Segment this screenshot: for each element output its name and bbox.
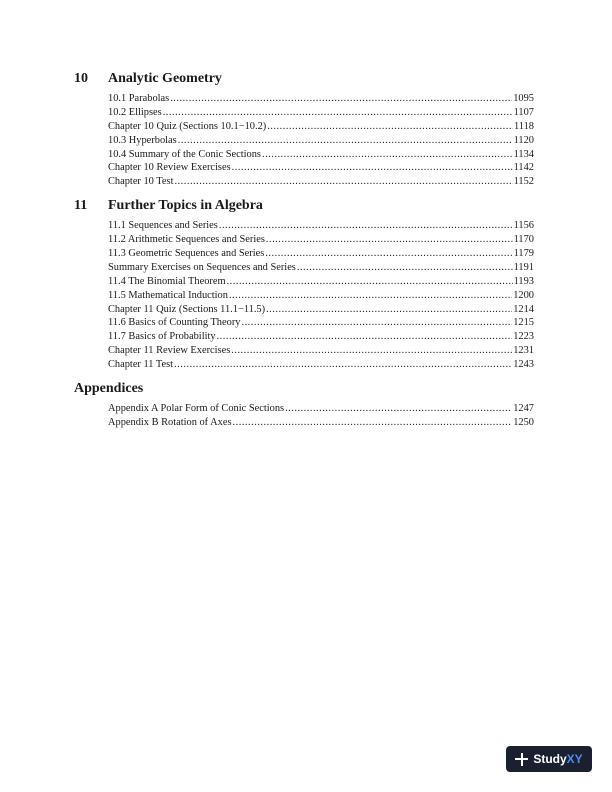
dot-leader <box>217 330 513 344</box>
toc-entry[interactable] <box>108 402 534 416</box>
dot-leader <box>174 175 512 189</box>
dot-leader <box>227 275 513 289</box>
entry-page: 1191 <box>513 261 534 273</box>
toc-entry[interactable] <box>108 358 534 372</box>
entry-page: 1231 <box>513 345 534 357</box>
dot-leader <box>297 261 513 275</box>
entry-label: 10.3 Hyperbolas <box>108 134 177 146</box>
chapter-title: Analytic Geometry <box>108 71 222 86</box>
entry-page: 1107 <box>513 106 534 118</box>
entry-label: 11.3 Geometric Sequences and Series <box>108 248 265 260</box>
chapter-title: Further Topics in Algebra <box>108 198 263 214</box>
appendices <box>74 381 534 430</box>
entry-label: 11.6 Basics of Counting Theory <box>108 317 241 329</box>
studyxy-logo <box>506 746 592 772</box>
entry-page: 1152 <box>513 176 534 188</box>
toc-entry[interactable] <box>108 106 534 120</box>
toc-entry[interactable] <box>108 120 534 134</box>
dot-leader <box>262 148 513 162</box>
plus-icon <box>515 753 528 766</box>
entry-page: 1193 <box>513 275 534 287</box>
entry-label: 10.4 Summary of the Conic Sections <box>108 148 261 160</box>
dot-leader <box>229 289 512 303</box>
appendix-entries <box>108 402 534 430</box>
entry-label: Chapter 10 Test <box>108 176 174 188</box>
entry-page: 1223 <box>513 331 534 343</box>
chapter-10 <box>74 71 534 189</box>
entry-page: 1170 <box>513 234 534 246</box>
entry-label: Appendix A Polar Form of Conic Sections <box>108 403 285 415</box>
toc-entry[interactable] <box>108 175 534 189</box>
dot-leader <box>178 134 513 148</box>
entry-label: Summary Exercises on Sequences and Series <box>108 261 296 273</box>
toc-entry[interactable] <box>108 275 534 289</box>
entry-page: 1156 <box>513 220 534 232</box>
entry-label: 10.2 Ellipses <box>108 106 162 118</box>
entry-label: Chapter 10 Review Exercises <box>108 162 231 174</box>
entry-page: 1214 <box>513 303 534 315</box>
toc-entry[interactable] <box>108 344 534 358</box>
entry-label: Appendix B Rotation of Axes <box>108 416 232 428</box>
entry-label: 10.1 Parabolas <box>108 93 170 104</box>
entry-label: 11.1 Sequences and Series <box>108 220 218 232</box>
toc-entry[interactable] <box>108 316 534 330</box>
toc-entry[interactable] <box>108 330 534 344</box>
entry-page: 1250 <box>513 416 534 428</box>
entry-page: 1179 <box>513 248 534 260</box>
toc-entry[interactable] <box>108 416 534 430</box>
chapter-number: 10 <box>74 71 88 86</box>
dot-leader <box>265 247 512 261</box>
toc-entry[interactable] <box>108 92 534 106</box>
dot-leader <box>266 303 512 317</box>
chapter-11 <box>74 198 534 372</box>
dot-leader <box>231 344 512 358</box>
dot-leader <box>266 233 513 247</box>
entry-page: 1120 <box>513 134 534 146</box>
dot-leader <box>170 92 512 106</box>
toc-entry[interactable] <box>108 219 534 233</box>
entry-page: 1142 <box>513 162 534 174</box>
chapter-heading <box>74 71 534 91</box>
chapter-entries <box>108 219 534 372</box>
entry-label: 11.2 Arithmetic Sequences and Series <box>108 234 265 246</box>
entry-label: 11.5 Mathematical Induction <box>108 289 228 301</box>
entry-page: 1243 <box>513 359 534 371</box>
entry-label: Chapter 11 Quiz (Sections 11.1−11.5) <box>108 303 266 315</box>
toc-entry[interactable] <box>108 148 534 162</box>
dot-leader <box>232 161 513 175</box>
entry-page: 1200 <box>513 289 534 301</box>
entry-label: Chapter 11 Review Exercises <box>108 345 231 357</box>
toc-entry[interactable] <box>108 161 534 175</box>
table-of-contents <box>74 71 534 439</box>
toc-entry[interactable] <box>108 289 534 303</box>
toc-entry[interactable] <box>108 247 534 261</box>
entry-label: 11.4 The Binomial Theorem <box>108 275 226 287</box>
entry-page: 1247 <box>513 403 534 415</box>
dot-leader <box>163 106 513 120</box>
entry-page: 1118 <box>513 120 534 132</box>
entry-page: 1134 <box>513 148 534 160</box>
dot-leader <box>285 402 512 416</box>
chapter-entries <box>108 92 534 189</box>
dot-leader <box>174 358 512 372</box>
toc-entry[interactable] <box>108 303 534 317</box>
toc-entry[interactable] <box>108 134 534 148</box>
entry-label: 11.7 Basics of Probability <box>108 331 216 343</box>
chapter-number: 11 <box>74 198 88 214</box>
appendices-title: Appendices <box>74 381 144 397</box>
toc-entry[interactable] <box>108 233 534 247</box>
dot-leader <box>267 120 513 134</box>
entry-page: 1215 <box>513 317 534 329</box>
dot-leader <box>219 219 513 233</box>
entry-label: Chapter 10 Quiz (Sections 10.1−10.2) <box>108 120 267 132</box>
entry-label: Chapter 11 Test <box>108 359 174 371</box>
chapter-heading <box>74 198 534 218</box>
toc-entry[interactable] <box>108 261 534 275</box>
logo-text-accent: XY <box>566 752 583 766</box>
dot-leader <box>241 316 512 330</box>
entry-page: 1095 <box>513 93 534 104</box>
dot-leader <box>233 416 513 430</box>
logo-text-main: Study <box>533 752 567 766</box>
